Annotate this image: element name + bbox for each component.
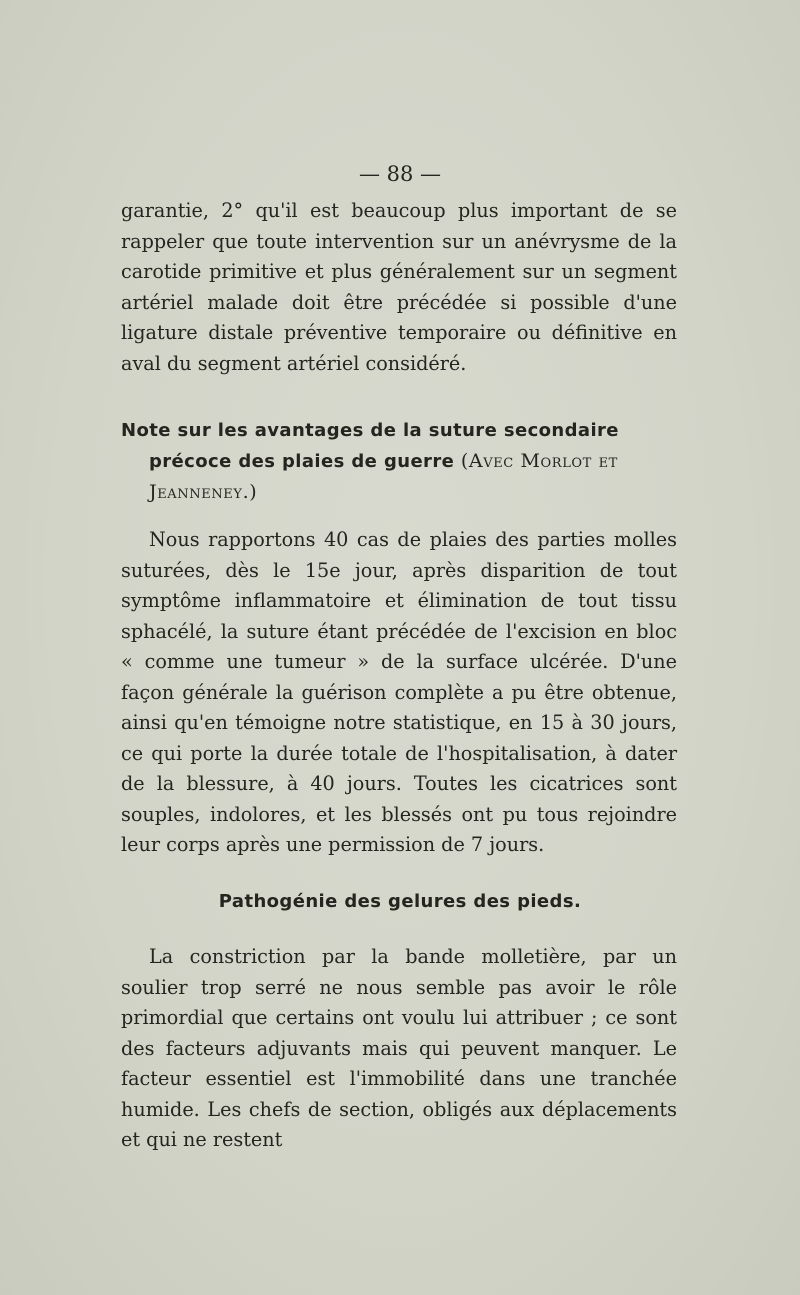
heading-title: Note sur les avantages de la suture secondaire précoce des plaies de guerre — [121, 420, 619, 472]
paragraph-suture — [121, 525, 677, 861]
paragraph-gelures — [121, 942, 677, 1156]
paragraph-text: La constriction par la bande molletière, par un soulier trop serré ne nous semble pas avoir le rôle primordial que certains ont voulu lui attribuer ; ce sont des facteurs adjuvants mais qui peuvent manquer. Le facteur essentiel est l'immobilité dans une tranchée humide. Les chefs de section, obligés aux déplacements et qui ne restent — [121, 945, 677, 1151]
paragraph-text: garantie, 2° qu'il est beaucoup plus important de se rappeler que toute intervention sur un anévrysme de la carotide primitive et plus généralement sur un segment artériel malade doit être précédée si possible d'une ligature distale préventive temporaire ou définitive en aval du segment artériel considéré. — [121, 199, 677, 375]
paragraph-text: Nous rapportons 40 cas de plaies des parties molles suturées, dès le 15e jour, après disparition de tout symptôme inflammatoire et élimination de tout tissu sphacélé, la suture étant précédée de l'excision en bloc « comme une tumeur » de la surface ulcérée. D'une façon générale la guérison complète a pu être obtenue, ainsi qu'en témoigne notre statistique, en 15 à 30 jours, ce qui porte la durée totale de l'hospitalisation, à dater de la blessure, à 40 jours. Toutes les cicatrices sont souples, indolores, et les blessés ont pu tous rejoindre leur corps après une permission de 7 jours. — [121, 528, 677, 856]
page-number: — 88 — — [358, 162, 442, 186]
section-heading-gelures: Pathogénie des gelures des pieds. — [218, 891, 582, 912]
heading-authors: (Avec Morlot et Jeanneney.) — [149, 450, 618, 503]
section-heading-suture — [121, 415, 677, 508]
paragraph-continuation — [121, 196, 677, 379]
